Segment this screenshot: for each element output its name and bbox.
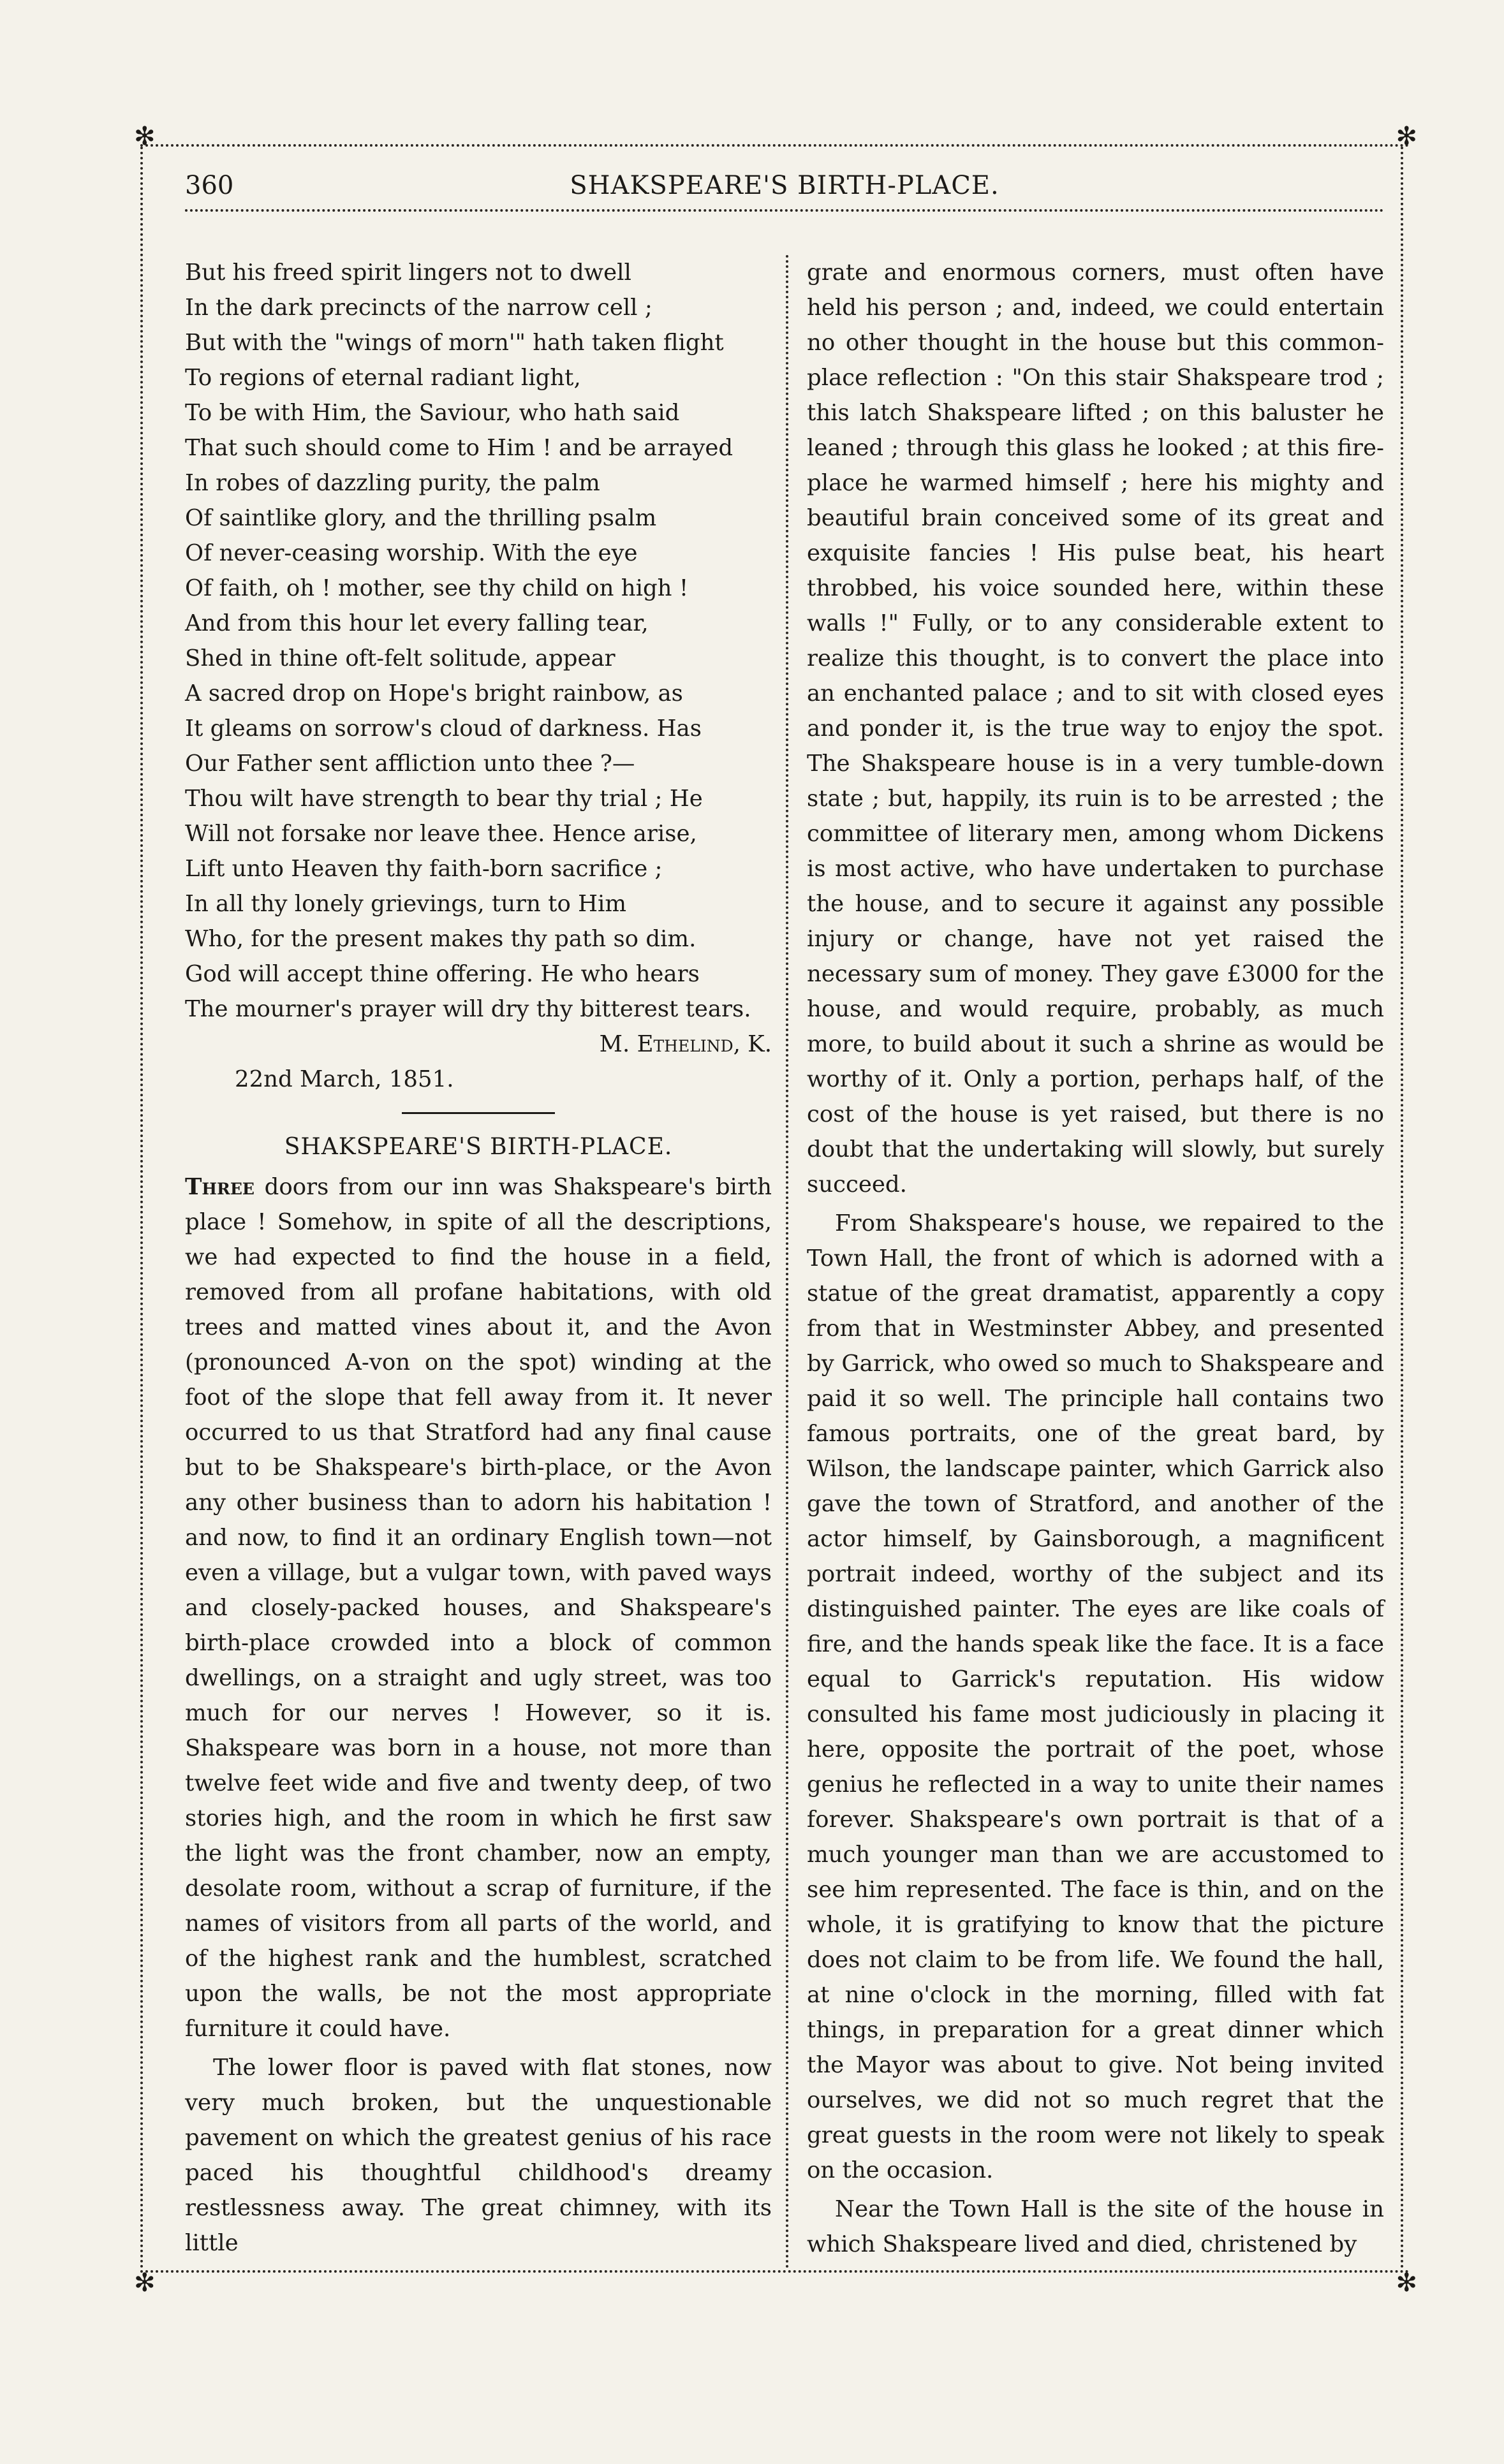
article-paragraph: From Shakspeare's house, we repaired to the Town Hall, the front of which is adorned with a statue of the great dramatist, apparently a copy from that in Westminster Abbey, and presented by Garrick, who owed so much to Shakspeare and paid it so well. The principle hall contains two famous portraits, one of the great bard, by Wilson, the landscape painter, which Garrick also gave the town of Stratford, and another of the actor himself, by Gainsborough, a magnificent portrait indeed, worthy of the subject and its distinguished painter. The eyes are like coals of fire, and the hands speak like the face. It is a face equal to Garrick's reputation. His widow consulted his fame most judiciously in placing it here, opposite the portrait of the poet, whose genius he reflected in a way to unite their names forever. Shakspeare's own portrait is that of a much younger man than we are accustomed to see him represented. The face is thin, and on the whole, it is gratifying to know that the picture does not claim to be from life. We found the hall, at nine o'clock in the morning, filled with fat things, in preparation for a great dinner which the Mayor was about to give. Not being invited ourselves, we did not so much regret that the great guests in the room were not likely to speak on the occasion.	[807, 1210, 1384, 2183]
left-ornamental-rule	[140, 147, 149, 2270]
article-paragraph	[185, 1170, 772, 2046]
corner-ornament-icon: ✻	[134, 122, 156, 151]
section-separator-rule	[402, 1112, 555, 1114]
poem-line: Of faith, oh ! mother, see thy child on high !	[185, 575, 689, 601]
corner-ornament-icon: ✻	[1396, 122, 1417, 151]
poem-line: Our Father sent affliction unto thee ?—	[185, 751, 635, 777]
article-paragraph: Near the Town Hall is the site of the house in which Shakspeare lived and died, christened by	[807, 2196, 1384, 2257]
article-heading: SHAKSPEARE'S BIRTH-PLACE.	[284, 1134, 673, 1160]
poem-line: It gleams on sorrow's cloud of darkness. Has	[185, 715, 702, 742]
poem-line: In robes of dazzling purity, the palm	[185, 470, 600, 496]
column-divider	[786, 255, 788, 2270]
running-title: SHAKSPEARE'S BIRTH-PLACE.	[570, 171, 999, 200]
poem-line: God will accept thine offering. He who hears	[185, 961, 700, 987]
poem-line: Thou wilt have strength to bear thy trial ; He	[185, 786, 703, 812]
poem-line: And from this hour let every falling tear,	[185, 610, 649, 636]
poem-signature: M. Ethelind, K.	[599, 1031, 772, 1057]
poem-line: A sacred drop on Hope's bright rainbow, as	[185, 680, 683, 707]
poem	[185, 255, 772, 1097]
poem-line: But his freed spirit lingers not to dwell	[185, 260, 631, 286]
poem-line: Will not forsake nor leave thee. Hence arise,	[185, 821, 697, 847]
lead-word: Three	[185, 1174, 254, 1200]
page-frame	[134, 122, 1417, 2298]
poem-line: Who, for the present makes thy path so dim.	[185, 926, 697, 952]
poem-line: Of saintlike glory, and the thrilling psalm	[185, 505, 657, 531]
poem-line: Shed in thine oft-felt solitude, appear	[185, 645, 616, 671]
running-head	[185, 171, 1384, 212]
left-column	[185, 255, 772, 2264]
article-paragraph: grate and enormous corners, must often have held his person ; and, indeed, we could entertain no other thought in the house but this common-place reflection : "On this stair Shakspeare trod ; this latch Shakspeare lifted ; on this baluster he leaned ; through this glass he looked ; at this fire-place he warmed himself ; here his mighty and beautiful brain conceived some of its great and exquisite fancies ! His pulse beat, his heart throbbed, his voice sounded here, within these walls !" Fully, or to any considerable extent to realize this thought, is to convert the place into an enchanted palace ; and to sit with closed eyes and ponder it, is the true way to enjoy the spot. The Shakspeare house is in a very tumble-down state ; but, happily, its ruin is to be arrested ; the committee of literary men, among whom Dickens is most active, who have undertaken to purchase the house, and to secure it against any possible injury or change, have not yet raised the necessary sum of money. They gave £3000 for the house, and would require, probably, as much more, to build about it such a shrine as would be worthy of it. Only a portion, perhaps half, of the cost of the house is yet raised, but there is no doubt that the undertaking will slowly, but surely succeed.	[807, 260, 1384, 1198]
poem-line: But with the "wings of morn'" hath taken flight	[185, 330, 724, 356]
poem-line: To be with Him, the Saviour, who hath said	[185, 400, 680, 426]
poem-line: In the dark precincts of the narrow cell ;	[185, 295, 652, 321]
poem-line: Lift unto Heaven thy faith-born sacrifice ;	[185, 856, 663, 882]
right-column	[807, 255, 1384, 2266]
top-ornamental-rule	[140, 134, 1410, 147]
right-ornamental-rule	[1401, 147, 1410, 2270]
article-paragraph: The lower floor is paved with flat stones, now very much broken, but the unquestionable pavement on which the greatest genius of his race paced his thoughtful childhood's dreamy restlessness away. The great chimney, with its little	[185, 2055, 772, 2256]
page-number: 360	[185, 171, 234, 200]
poem-line: In all thy lonely grievings, turn to Him	[185, 891, 627, 917]
poem-line: To regions of eternal radiant light,	[185, 365, 581, 391]
poem-line: That such should come to Him ! and be arrayed	[185, 435, 734, 461]
paragraph-text: doors from our inn was Shakspeare's birth place ! Somehow, in spite of all the descriptions, we had expected to find the house in a field, removed from all profane habitations, with old trees and matted vines about it, and the Avon (pronounced A-von on the spot) winding at the foot of the slope that fell away from it. It never occurred to us that Stratford had any final cause but to be Shakspeare's birth-place, or the Avon any other business than to adorn his habitation ! and now, to find it an ordinary English town—not even a village, but a vulgar town, with paved ways and closely-packed houses, and Shakspeare's birth-place crowded into a block of common dwellings, on a straight and ugly street, was too much for our nerves ! However, so it is. Shakspeare was born in a house, not more than twelve feet wide and five and twenty deep, of two stories high, and the room in which he first saw the light was the front chamber, now an empty, desolate room, without a scrap of furniture, if the names of visitors from all parts of the world, and of the highest rank and the humblest, scratched upon the walls, be not the most appropriate furniture it could have.	[185, 1174, 772, 2042]
poem-line: The mourner's prayer will dry thy bitterest tears.	[185, 996, 751, 1022]
poem-line: Of never-ceasing worship. With the eye	[185, 540, 638, 566]
poem-date: 22nd March, 1851.	[235, 1066, 454, 1092]
bottom-ornamental-rule	[140, 2270, 1410, 2283]
corner-ornament-icon: ✻	[134, 2268, 156, 2298]
corner-ornament-icon: ✻	[1396, 2268, 1417, 2298]
